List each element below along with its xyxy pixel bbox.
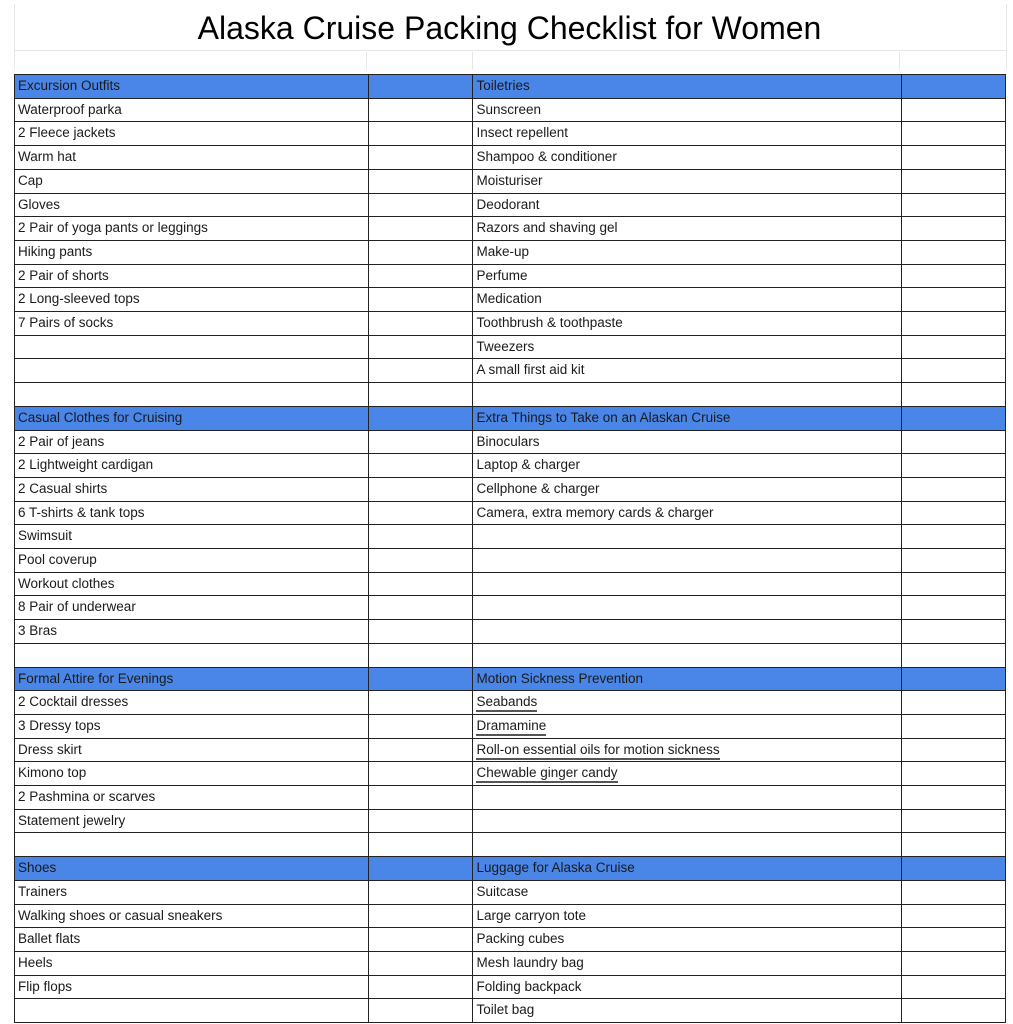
check-cell[interactable]	[369, 643, 473, 667]
check-cell[interactable]	[369, 691, 473, 715]
check-cell[interactable]	[369, 975, 473, 999]
check-cell[interactable]	[369, 714, 473, 738]
check-cell[interactable]	[369, 880, 473, 904]
check-cell[interactable]	[369, 928, 473, 952]
check-cell[interactable]	[369, 264, 473, 288]
table-row	[15, 525, 1006, 549]
check-cell[interactable]	[369, 525, 473, 549]
table-row	[15, 786, 1006, 810]
item-cell[interactable]	[473, 786, 901, 810]
check-cell[interactable]	[369, 477, 473, 501]
item-cell[interactable]: Make-up	[473, 240, 901, 264]
check-cell[interactable]	[369, 549, 473, 573]
item-cell[interactable]: Large carryon tote	[473, 904, 901, 928]
item-cell[interactable]: Tweezers	[473, 335, 901, 359]
table-row	[15, 572, 1006, 596]
item-cell[interactable]: A small first aid kit	[473, 359, 901, 383]
item-cell[interactable]: 2 Pair of jeans	[15, 430, 369, 454]
item-cell[interactable]	[15, 335, 369, 359]
item-cell[interactable]: Moisturiser	[473, 169, 901, 193]
section-title-cell[interactable]: Extra Things to Take on an Alaskan Cruise	[473, 406, 901, 430]
item-cell[interactable]: 2 Pashmina or scarves	[15, 786, 369, 810]
check-cell[interactable]	[901, 122, 1005, 146]
check-cell[interactable]	[901, 335, 1005, 359]
item-cell[interactable]: Mesh laundry bag	[473, 951, 901, 975]
item-cell[interactable]: Trainers	[15, 880, 369, 904]
table-row	[15, 335, 1006, 359]
item-cell[interactable]: Camera, extra memory cards & charger	[473, 501, 901, 525]
item-cell[interactable]: Insect repellent	[473, 122, 901, 146]
check-cell[interactable]	[901, 288, 1005, 312]
table-row	[15, 643, 1006, 667]
item-cell[interactable]: 2 Lightweight cardigan	[15, 454, 369, 478]
table-row	[15, 880, 1006, 904]
item-cell[interactable]	[473, 525, 901, 549]
check-cell[interactable]	[901, 762, 1005, 786]
table-row	[15, 549, 1006, 573]
item-cell[interactable]: Toothbrush & toothpaste	[473, 312, 901, 336]
item-cell[interactable]	[473, 572, 901, 596]
item-cell[interactable]	[473, 762, 901, 786]
table-row	[15, 762, 1006, 786]
check-cell[interactable]	[901, 240, 1005, 264]
check-cell[interactable]	[369, 217, 473, 241]
item-cell[interactable]: Shampoo & conditioner	[473, 146, 901, 170]
check-cell[interactable]	[369, 572, 473, 596]
item-cell[interactable]: Ballet flats	[15, 928, 369, 952]
table-row	[15, 193, 1006, 217]
item-cell[interactable]: Binoculars	[473, 430, 901, 454]
table-row	[15, 430, 1006, 454]
check-cell[interactable]	[901, 786, 1005, 810]
check-cell[interactable]	[369, 98, 473, 122]
item-cell[interactable]: Warm hat	[15, 146, 369, 170]
item-cell[interactable]: 2 Casual shirts	[15, 477, 369, 501]
table-row	[15, 999, 1006, 1023]
section-title-cell[interactable]: Excursion Outfits	[15, 75, 369, 99]
table-row	[15, 217, 1006, 241]
table-row	[15, 359, 1006, 383]
section-header-row	[15, 667, 1006, 691]
check-cell[interactable]	[369, 288, 473, 312]
item-cell[interactable]: Deodorant	[473, 193, 901, 217]
item-cell[interactable]: Suitcase	[473, 880, 901, 904]
check-cell[interactable]	[901, 359, 1005, 383]
check-cell[interactable]	[901, 880, 1005, 904]
check-cell[interactable]	[369, 738, 473, 762]
section-title-cell[interactable]: Shoes	[15, 857, 369, 881]
check-cell[interactable]	[901, 193, 1005, 217]
section-title-cell[interactable]: Luggage for Alaska Cruise	[473, 857, 901, 881]
check-cell[interactable]	[369, 240, 473, 264]
check-cell[interactable]	[369, 335, 473, 359]
section-title-cell[interactable]: Formal Attire for Evenings	[15, 667, 369, 691]
table-row	[15, 240, 1006, 264]
item-cell[interactable]	[473, 643, 901, 667]
item-cell[interactable]	[15, 383, 369, 407]
table-row	[15, 928, 1006, 952]
item-cell[interactable]: 2 Long-sleeved tops	[15, 288, 369, 312]
item-cell[interactable]	[473, 833, 901, 857]
item-cell[interactable]: 3 Bras	[15, 620, 369, 644]
table-row	[15, 809, 1006, 833]
item-cell[interactable]: Razors and shaving gel	[473, 217, 901, 241]
check-cell[interactable]	[901, 406, 1005, 430]
item-cell[interactable]: Kimono top	[15, 762, 369, 786]
check-cell[interactable]	[901, 169, 1005, 193]
check-cell[interactable]	[369, 193, 473, 217]
check-cell[interactable]	[901, 928, 1005, 952]
table-row	[15, 312, 1006, 336]
check-cell[interactable]	[901, 501, 1005, 525]
check-cell[interactable]	[901, 620, 1005, 644]
item-link[interactable]: Roll-on essential oils for motion sickness	[476, 742, 719, 760]
check-cell[interactable]	[901, 75, 1005, 99]
check-cell[interactable]	[901, 454, 1005, 478]
check-cell[interactable]	[901, 714, 1005, 738]
check-cell[interactable]	[901, 738, 1005, 762]
table-row	[15, 501, 1006, 525]
item-cell[interactable]: 2 Cocktail dresses	[15, 691, 369, 715]
table-row	[15, 122, 1006, 146]
check-cell[interactable]	[901, 809, 1005, 833]
item-cell[interactable]: Perfume	[473, 264, 901, 288]
check-cell[interactable]	[901, 264, 1005, 288]
check-cell[interactable]	[901, 477, 1005, 501]
table-row	[15, 454, 1006, 478]
item-cell[interactable]: Swimsuit	[15, 525, 369, 549]
check-cell[interactable]	[369, 786, 473, 810]
check-cell[interactable]	[369, 312, 473, 336]
item-cell[interactable]	[15, 359, 369, 383]
item-cell[interactable]: Toilet bag	[473, 999, 901, 1023]
checklist-body	[15, 75, 1006, 1023]
item-cell[interactable]: Waterproof parka	[15, 98, 369, 122]
check-cell[interactable]	[901, 643, 1005, 667]
check-cell[interactable]	[369, 596, 473, 620]
item-cell[interactable]: Laptop & charger	[473, 454, 901, 478]
check-cell[interactable]	[901, 691, 1005, 715]
section-title-cell[interactable]: Motion Sickness Prevention	[473, 667, 901, 691]
check-cell[interactable]	[901, 572, 1005, 596]
check-cell[interactable]	[369, 430, 473, 454]
item-cell[interactable]	[15, 833, 369, 857]
section-title-cell[interactable]: Casual Clothes for Cruising	[15, 406, 369, 430]
item-cell[interactable]: 6 T-shirts & tank tops	[15, 501, 369, 525]
check-cell[interactable]	[901, 833, 1005, 857]
check-cell[interactable]	[901, 217, 1005, 241]
item-cell[interactable]	[473, 809, 901, 833]
item-cell[interactable]: Hiking pants	[15, 240, 369, 264]
item-cell[interactable]: 3 Dressy tops	[15, 714, 369, 738]
table-row	[15, 951, 1006, 975]
check-cell[interactable]	[369, 762, 473, 786]
item-cell[interactable]	[473, 714, 901, 738]
item-link[interactable]: Seabands	[476, 694, 537, 712]
table-row	[15, 264, 1006, 288]
table-row	[15, 98, 1006, 122]
item-cell[interactable]: Flip flops	[15, 975, 369, 999]
item-cell[interactable]: Heels	[15, 951, 369, 975]
check-cell[interactable]	[369, 359, 473, 383]
check-cell[interactable]	[369, 406, 473, 430]
check-cell[interactable]	[369, 809, 473, 833]
checklist-table	[14, 74, 1006, 1023]
item-cell[interactable]: Medication	[473, 288, 901, 312]
sheet-title: Alaska Cruise Packing Checklist for Women	[197, 10, 822, 46]
table-row	[15, 714, 1006, 738]
check-cell[interactable]	[369, 383, 473, 407]
check-cell[interactable]	[369, 833, 473, 857]
item-cell[interactable]	[473, 738, 901, 762]
item-link[interactable]: Dramamine	[476, 718, 546, 736]
check-cell[interactable]	[369, 667, 473, 691]
section-title-cell[interactable]: Toiletries	[473, 75, 901, 99]
table-row	[15, 691, 1006, 715]
item-cell[interactable]	[473, 596, 901, 620]
check-cell[interactable]	[369, 146, 473, 170]
table-row	[15, 596, 1006, 620]
item-cell[interactable]	[473, 383, 901, 407]
check-cell[interactable]	[901, 383, 1005, 407]
table-row	[15, 288, 1006, 312]
item-cell[interactable]: Gloves	[15, 193, 369, 217]
item-cell[interactable]	[15, 999, 369, 1023]
item-cell[interactable]	[473, 549, 901, 573]
item-cell[interactable]: Workout clothes	[15, 572, 369, 596]
table-row	[15, 833, 1006, 857]
table-row	[15, 383, 1006, 407]
item-cell[interactable]: Sunscreen	[473, 98, 901, 122]
item-cell[interactable]: Packing cubes	[473, 928, 901, 952]
check-cell[interactable]	[369, 75, 473, 99]
item-cell[interactable]: Cap	[15, 169, 369, 193]
item-link[interactable]: Chewable ginger candy	[476, 765, 617, 783]
check-cell[interactable]	[901, 999, 1005, 1023]
check-cell[interactable]	[901, 98, 1005, 122]
section-header-row	[15, 406, 1006, 430]
check-cell[interactable]	[369, 501, 473, 525]
item-cell[interactable]: 7 Pairs of socks	[15, 312, 369, 336]
item-cell[interactable]: 2 Fleece jackets	[15, 122, 369, 146]
check-cell[interactable]	[901, 857, 1005, 881]
check-cell[interactable]	[901, 975, 1005, 999]
item-cell[interactable]: Cellphone & charger	[473, 477, 901, 501]
table-row	[15, 146, 1006, 170]
check-cell[interactable]	[369, 122, 473, 146]
check-cell[interactable]	[369, 857, 473, 881]
check-cell[interactable]	[901, 904, 1005, 928]
check-cell[interactable]	[901, 430, 1005, 454]
section-header-row	[15, 857, 1006, 881]
item-cell[interactable]: Folding backpack	[473, 975, 901, 999]
check-cell[interactable]	[901, 596, 1005, 620]
check-cell[interactable]	[901, 549, 1005, 573]
check-cell[interactable]	[901, 146, 1005, 170]
item-cell[interactable]	[473, 691, 901, 715]
item-cell[interactable]: Walking shoes or casual sneakers	[15, 904, 369, 928]
check-cell[interactable]	[369, 999, 473, 1023]
section-header-row	[15, 75, 1006, 99]
item-cell[interactable]	[15, 643, 369, 667]
table-row	[15, 620, 1006, 644]
check-cell[interactable]	[901, 312, 1005, 336]
check-cell[interactable]	[901, 667, 1005, 691]
item-cell[interactable]: Dress skirt	[15, 738, 369, 762]
check-cell[interactable]	[369, 454, 473, 478]
check-cell[interactable]	[369, 904, 473, 928]
check-cell[interactable]	[369, 951, 473, 975]
table-row	[15, 738, 1006, 762]
table-row	[15, 169, 1006, 193]
item-cell[interactable]	[473, 620, 901, 644]
check-cell[interactable]	[369, 620, 473, 644]
check-cell[interactable]	[901, 525, 1005, 549]
item-cell[interactable]: 8 Pair of underwear	[15, 596, 369, 620]
table-row	[15, 477, 1006, 501]
table-row	[15, 904, 1006, 928]
check-cell[interactable]	[901, 951, 1005, 975]
check-cell[interactable]	[369, 169, 473, 193]
item-cell[interactable]: Pool coverup	[15, 549, 369, 573]
item-cell[interactable]: 2 Pair of shorts	[15, 264, 369, 288]
item-cell[interactable]: Statement jewelry	[15, 809, 369, 833]
table-row	[15, 975, 1006, 999]
item-cell[interactable]: 2 Pair of yoga pants or leggings	[15, 217, 369, 241]
